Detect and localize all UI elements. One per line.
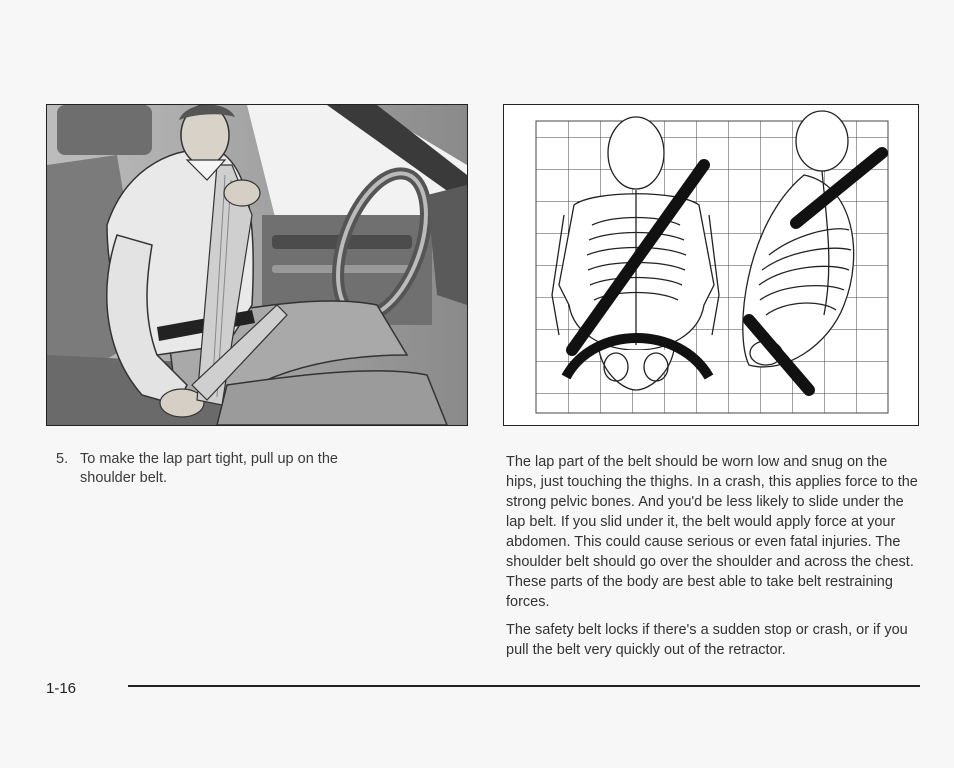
lap-belt-paragraph: The lap part of the belt should be worn low and snug on the hips, just touching the thighs. In a crash, this applies force to the strong pelvic bones. And you'd be less likely to slide under the lap belt. If you slid under it, the belt would apply force at your abdomen. This could cause serious or even fatal injuries. The shoulder belt should go over the shoulder and across the chest. These parts of the body are best able to take belt restraining forces. <box>506 454 918 610</box>
step-text: To make the lap part tight, pull up on the shoulder belt. <box>80 451 338 486</box>
driver-belt-illustration <box>46 104 468 426</box>
skeleton-belt-position-icon <box>504 105 918 425</box>
step-number: 5. <box>56 451 69 467</box>
page-number: 1-16 <box>46 680 77 697</box>
skeleton-belt-illustration <box>503 104 919 426</box>
footer-rule <box>128 685 920 687</box>
belt-locking-paragraph: The safety belt locks if there's a sudden stop or crash, or if you pull the belt very quickly out of the retractor. <box>506 622 908 658</box>
step-instruction <box>56 450 376 488</box>
driver-tightening-belt-icon <box>47 105 467 425</box>
